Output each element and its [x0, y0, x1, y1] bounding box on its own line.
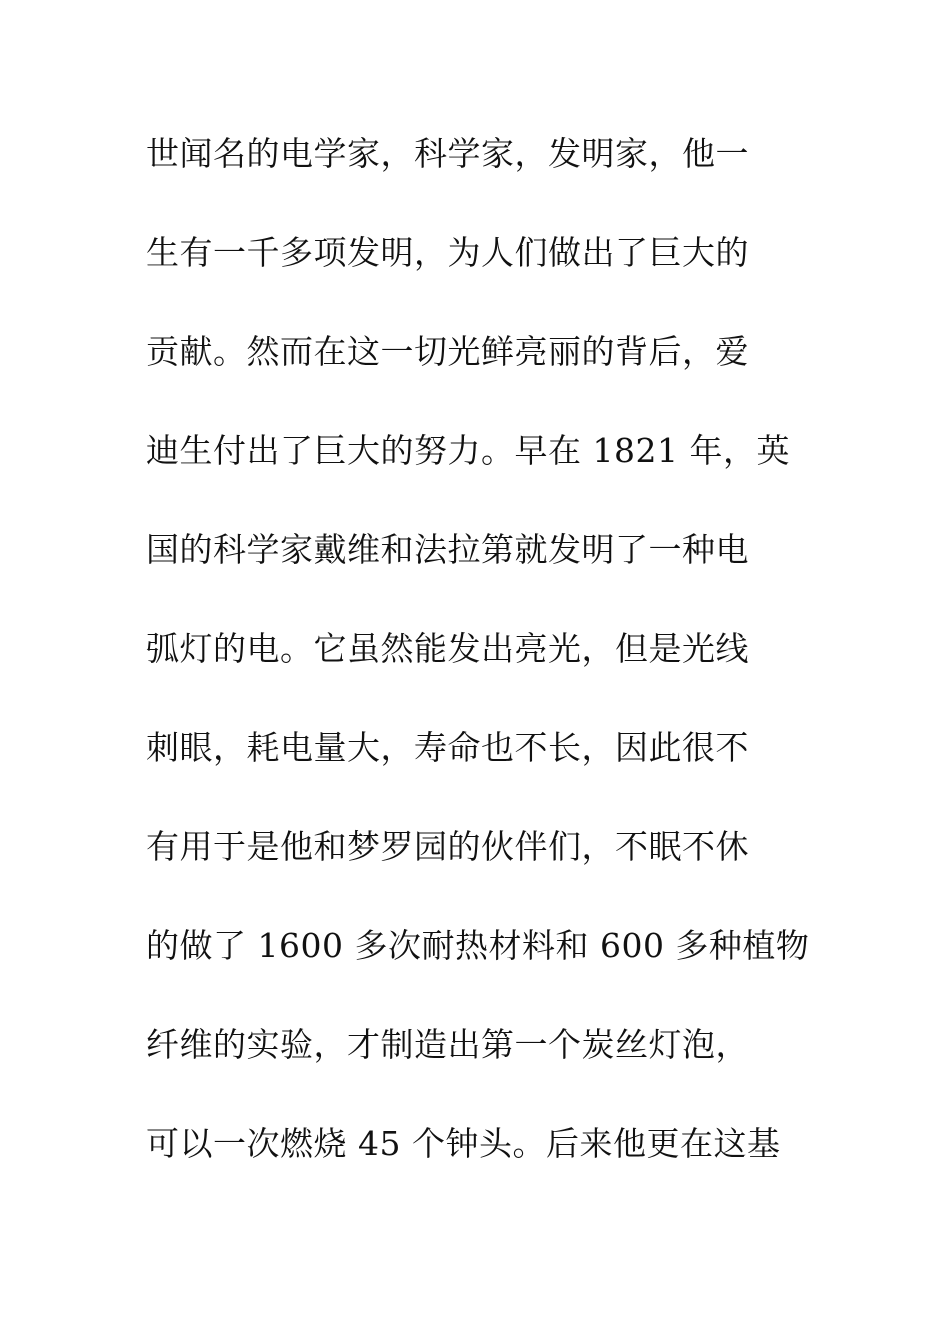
- text-line: 迪生付出了巨大的努力。早在 1821 年，英: [146, 431, 790, 470]
- text-line: 可以一次燃烧 45 个钟头。后来他更在这基: [146, 1124, 781, 1163]
- text-line: 纤维的实验，才制造出第一个炭丝灯泡，: [146, 1025, 749, 1064]
- text-line: 生有一千多项发明，为人们做出了巨大的: [146, 233, 749, 272]
- text-line: 的做了 1600 多次耐热材料和 600 多种植物: [146, 926, 810, 965]
- text-line: 国的科学家戴维和法拉第就发明了一种电: [146, 530, 749, 569]
- text-line: 贡献。然而在这一切光鲜亮丽的背后，爱: [146, 332, 749, 371]
- text-line: 弧灯的电。它虽然能发出亮光，但是光线: [146, 629, 749, 668]
- text-line: 有用于是他和梦罗园的伙伴们，不眠不休: [146, 827, 749, 866]
- text-line: 刺眼，耗电量大，寿命也不长，因此很不: [146, 728, 749, 767]
- text-line: 世闻名的电学家，科学家，发明家，他一: [146, 134, 749, 173]
- body-text: [146, 124, 826, 1213]
